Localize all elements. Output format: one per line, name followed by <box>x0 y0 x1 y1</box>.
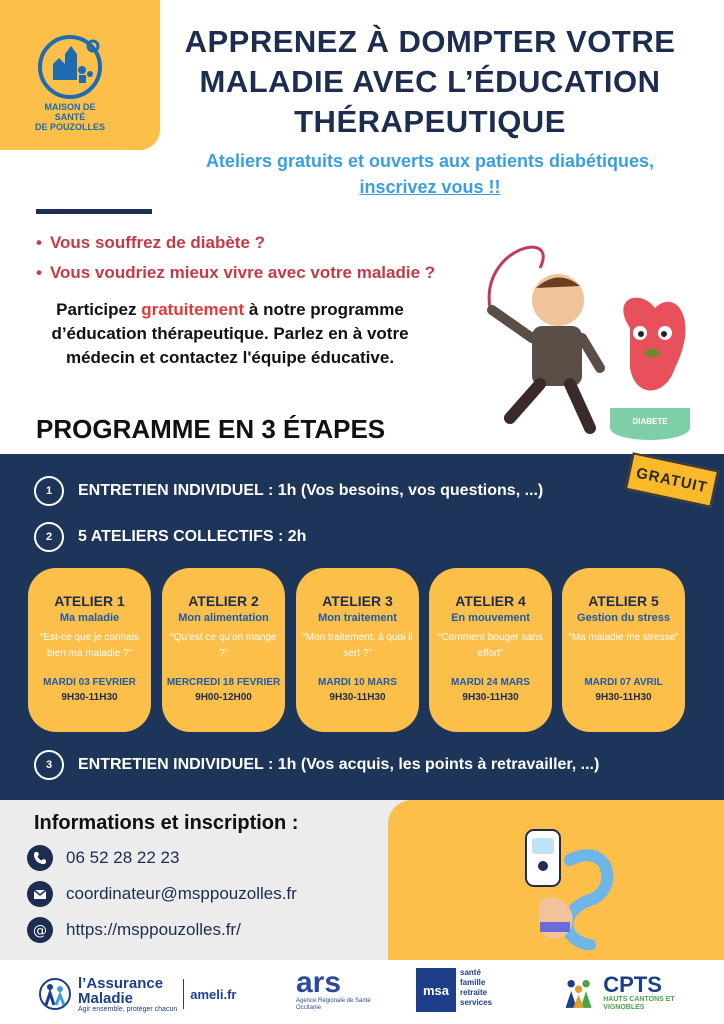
msp-logo <box>30 32 110 132</box>
atelier-card-5 <box>562 568 685 732</box>
atelier-date: MARDI 24 MARS <box>451 677 530 688</box>
atelier-card-2 <box>162 568 285 732</box>
mail-icon <box>26 880 54 908</box>
bullet-item: • Vous voudriez mieux vivre avec votre maladie ? <box>36 258 435 288</box>
atelier-quote: “Qu’est ce qu’on mange ?” <box>170 632 277 659</box>
info-title: Informations et inscription : <box>34 812 299 834</box>
cpts-wordmark: CPTS <box>603 972 662 997</box>
contact-email[interactable] <box>26 880 297 908</box>
cpts-people-icon <box>560 973 597 1013</box>
logo-text-line1: MAISON DE SANTÉ <box>44 102 96 122</box>
subtitle-line1: Ateliers gratuits et ouverts aux patients diabétiques, <box>205 151 655 171</box>
step-number: 2 <box>34 522 64 552</box>
atelier-quote: “Est-ce que je connais bien ma maladie ?” <box>40 632 139 659</box>
ars-sub2: Occitanie <box>296 1005 322 1011</box>
free-badge-text: GRATUIT <box>634 464 710 496</box>
man-jacket <box>532 326 582 386</box>
atelier-quote: “Mon traitement, à quoi il sert ?” <box>302 632 413 659</box>
atelier-date: MARDI 07 AVRIL <box>584 677 663 688</box>
msa-word: famille <box>460 978 486 987</box>
atelier-quote: “Comment bouger sans effort” <box>438 632 543 659</box>
cpts-logo <box>560 970 710 1016</box>
atelier-date: MERCREDI 18 FEVRIER <box>166 677 281 688</box>
logo-text-line2: DE POUZOLLES <box>34 122 105 132</box>
am-line2: Maladie <box>78 989 134 1007</box>
atelier-card-4 <box>429 568 552 732</box>
page-title: APPRENEZ À DOMPTER VOTRE MALADIE AVEC L’ÉDUCATION THÉRAPEUTIQUE <box>184 24 676 139</box>
am-tagline: Agir ensemble, protéger chacun <box>78 1005 178 1013</box>
atelier-hours: 9H00-12H00 <box>195 692 252 703</box>
atelier-hours: 9H30-11H30 <box>595 692 652 703</box>
partners-footer <box>0 960 724 1024</box>
ateliers-list <box>28 568 698 732</box>
msa-box: msa <box>416 968 456 1012</box>
atelier-title: ATELIER 2 <box>188 593 259 609</box>
email-address[interactable]: coordinateur@msppouzolles.fr <box>66 884 297 903</box>
intro-part2: à notre programme d’éducation thérapeutique. Parlez en à votre médecin et contactez l'équipe éducative. <box>51 300 409 367</box>
man-taming-diabetes-illustration <box>470 228 710 448</box>
atelier-card-3 <box>296 568 419 732</box>
intro-paragraph <box>40 298 420 370</box>
msa-words <box>460 968 492 1018</box>
msa-logo <box>416 968 526 1018</box>
at-icon <box>26 916 54 944</box>
stethoscope-house-icon <box>35 32 105 102</box>
diabetes-monster <box>623 298 685 391</box>
section-divider <box>36 209 152 214</box>
program-title: PROGRAMME EN 3 ÉTAPES <box>36 414 386 444</box>
ars-sub1: Agence Régionale de Santé <box>296 998 371 1004</box>
assurance-maladie-logo <box>38 972 258 1016</box>
ars-wordmark: ars <box>296 966 342 999</box>
step-2 <box>34 522 306 552</box>
atelier-title: ATELIER 1 <box>54 593 125 609</box>
subtitle-signup-link[interactable]: inscrivez vous !! <box>359 177 501 197</box>
phone-number[interactable]: 06 52 28 22 23 <box>66 848 180 867</box>
atelier-quote: “Ma maladie me stresse” <box>568 632 679 643</box>
ars-logo <box>296 968 386 1018</box>
svg-text:@: @ <box>33 923 47 939</box>
intro-part1: Participez <box>56 300 142 319</box>
subtitle <box>138 148 722 200</box>
contact-website[interactable] <box>26 916 241 944</box>
msa-word: retraite <box>460 988 488 997</box>
intro-highlight: gratuitement <box>141 300 245 319</box>
atelier-date: MARDI 03 FEVRIER <box>43 677 136 688</box>
atelier-subject: Mon traitement <box>318 612 397 624</box>
atelier-subject: Gestion du stress <box>577 612 670 624</box>
website-url[interactable]: https://msppouzolles.fr/ <box>66 920 241 939</box>
step-text: 5 ATELIERS COLLECTIFS : 2h <box>78 528 307 545</box>
atelier-subject: Ma maladie <box>59 612 120 624</box>
atelier-card-1 <box>28 568 151 732</box>
glucose-meter-ribbon-illustration <box>520 820 630 950</box>
step-number: 3 <box>34 750 64 780</box>
assurance-maladie-icon <box>38 977 72 1011</box>
atelier-title: ATELIER 4 <box>455 593 526 609</box>
phone-icon <box>26 844 54 872</box>
cpts-subtitle: HAUTS CANTONS ET VIGNOBLES <box>603 996 675 1011</box>
step-1 <box>34 476 543 506</box>
step-text: ENTRETIEN INDIVIDUEL : 1h (Vos besoins, vos questions, ...) <box>78 482 544 499</box>
msa-word: services <box>460 998 493 1007</box>
bullet-item: • Vous souffrez de diabète ? <box>36 228 435 258</box>
atelier-subject: En mouvement <box>451 612 530 624</box>
am-line1: l’Assurance <box>78 974 164 992</box>
msa-word: santé <box>460 968 481 977</box>
logo-separator <box>183 979 184 1009</box>
ameli-logo: ameli.fr <box>190 986 237 1002</box>
atelier-hours: 9H30-11H30 <box>329 692 386 703</box>
step-text: ENTRETIEN INDIVIDUEL : 1h (Vos acquis, les points à retravailler, ...) <box>78 756 600 773</box>
atelier-date: MARDI 10 MARS <box>318 677 397 688</box>
atelier-hours: 9H30-11H30 <box>61 692 118 703</box>
atelier-hours: 9H30-11H30 <box>462 692 519 703</box>
diabetes-label: DIABETE <box>632 417 668 426</box>
atelier-title: ATELIER 5 <box>588 593 659 609</box>
step-number: 1 <box>34 476 64 506</box>
atelier-title: ATELIER 3 <box>322 593 393 609</box>
bullet-list <box>36 228 435 288</box>
atelier-subject: Mon alimentation <box>178 612 269 624</box>
contact-phone[interactable] <box>26 844 179 872</box>
step-3 <box>34 750 599 780</box>
